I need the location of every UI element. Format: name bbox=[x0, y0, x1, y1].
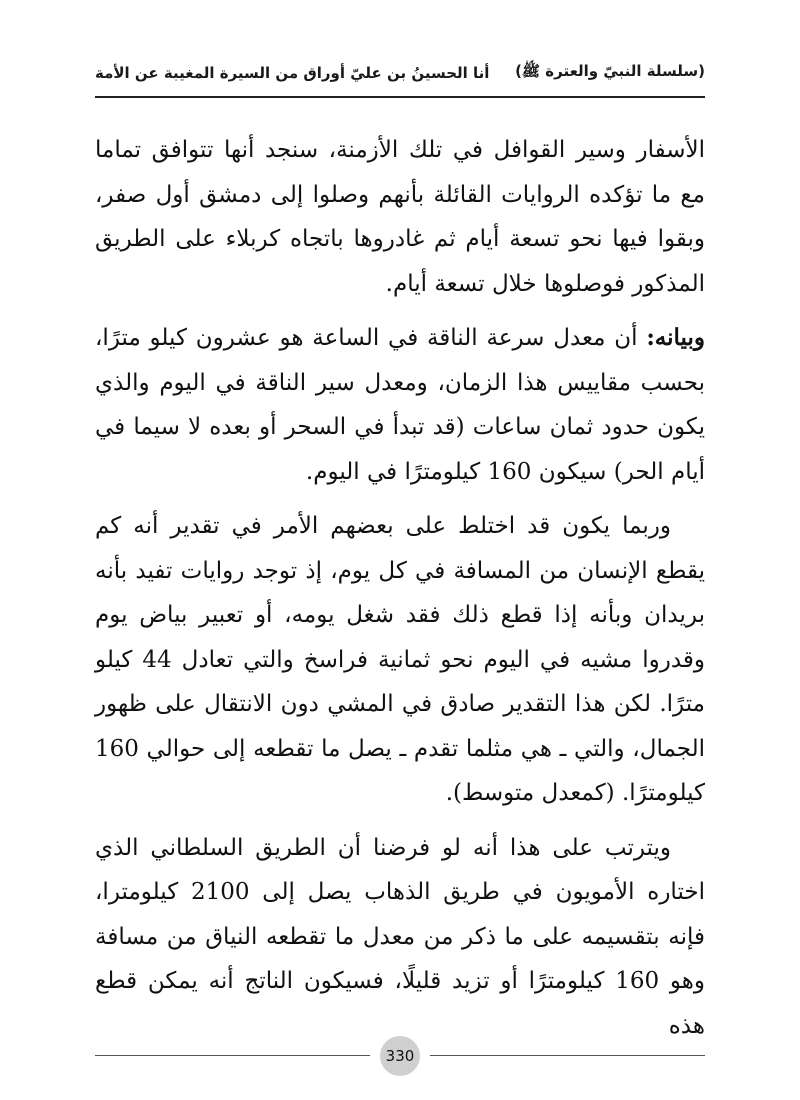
paragraph-text: وربما يكون قد اختلط على بعضهم الأمر في تقدير أنه كم يقطع الإنسان من المسافة في كل يوم، إذ توجد روايات تفيد بأنه بريدان وبأنه إذا قطع ذلك فقد شغل يومه، أو تعبير بياض يوم وقدروا مشيه في اليوم نحو ثمانية فراسخ والتي تعادل 44 كيلو مترًا. لكن هذا التقدير صادق في المشي دون الانتقال على ظهور الجمال، والتي ـ هي مثلما تقدم ـ يصل ما تقطعه إلى حوالي 160 كيلومترًا. (كمعدل متوسط). bbox=[95, 513, 705, 806]
paragraph bbox=[95, 316, 705, 494]
paragraph bbox=[95, 504, 705, 816]
paragraph bbox=[95, 826, 705, 1049]
page-footer bbox=[95, 1036, 705, 1076]
series-title: (سلسلة النبيّ والعترة ﷺ) bbox=[515, 62, 705, 80]
paragraph-text: أن معدل سرعة الناقة في الساعة هو عشرون كيلو مترًا، بحسب مقاييس هذا الزمان، ومعدل سير الناقة في اليوم والذي يكون حدود ثمان ساعات (قد تبدأ في السحر أو بعده لا سيما في أيام الحر) سيكون 160 كيلومترًا في اليوم. bbox=[95, 325, 705, 485]
paragraph-text: ويترتب على هذا أنه لو فرضنا أن الطريق السلطاني الذي اختاره الأمويون في طريق الذهاب يصل إلى 2100 كيلومترا، فإنه بتقسيمه على ما ذكر من معدل ما تقطعه النياق من مسافة وهو 160 كيلومترًا أو تزيد قليلًا، فسيكون الناتج أنه يمكن قطع هذه bbox=[95, 834, 705, 1039]
book-title: أنا الحسينُ بن عليّ أوراق من السيرة المغيبة عن الأمة bbox=[95, 64, 490, 82]
footer-rule-left bbox=[95, 1055, 370, 1056]
header-divider bbox=[95, 96, 705, 98]
page-number-badge: 330 bbox=[380, 1036, 420, 1076]
running-header bbox=[95, 60, 705, 86]
paragraph bbox=[95, 128, 705, 306]
page-body bbox=[95, 128, 705, 1058]
paragraph-lead-word: وبيانه: bbox=[646, 324, 705, 351]
footer-rule-right bbox=[430, 1055, 705, 1056]
paragraph-text: الأسفار وسير القوافل في تلك الأزمنة، سنجد أنها تتوافق تماما مع ما تؤكده الروايات القائلة بأنهم وصلوا إلى دمشق أول صفر، وبقوا فيها نحو تسعة أيام ثم غادروها باتجاه كربلاء على الطريق المذكور فوصلوها خلال تسعة أيام. bbox=[95, 137, 705, 297]
